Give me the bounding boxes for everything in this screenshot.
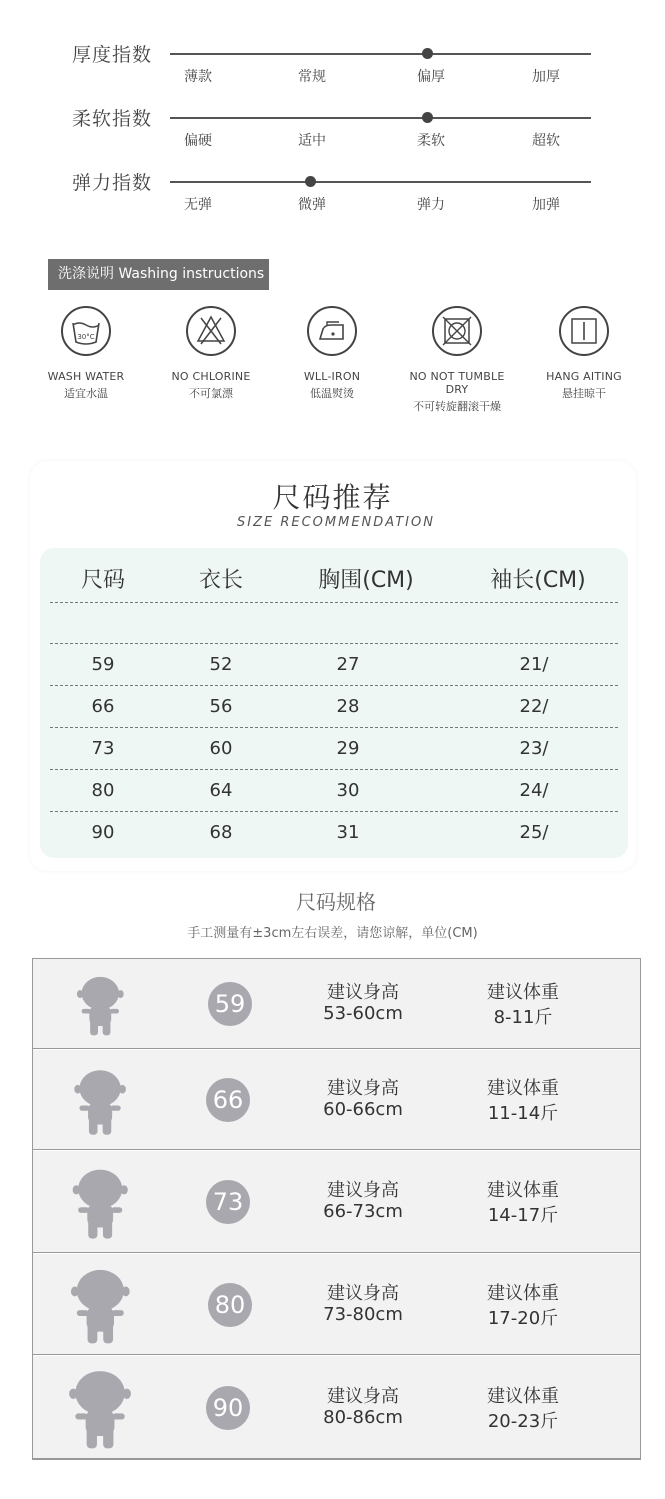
wash-item [151,306,271,401]
table-cell: 21/ [519,654,549,675]
scale-title: 柔软指数 [72,108,153,130]
svg-text:30°C: 30°C [77,333,95,341]
scale-labels [170,66,591,90]
table-cell: 28 [336,696,360,717]
table-cell: 64 [209,780,233,801]
wash-label-cn: 不可氯漂 [189,387,233,400]
table-divider [50,727,618,728]
baby-figure-icon [68,1165,132,1242]
table-cell: 27 [336,654,360,675]
table-divider [50,602,618,603]
height-value: 80-86cm [323,1406,403,1428]
scale-label: 微弹 [298,197,326,213]
baby-figure-icon [66,1265,135,1347]
hang-dry-icon [559,306,609,356]
height-value: 53-60cm [323,1003,403,1024]
table-cell: 68 [209,822,233,843]
scale-label: 偏硬 [184,133,212,149]
height-value: 60-66cm [323,1099,403,1120]
table-cell: 60 [209,738,233,759]
iron-icon [307,306,357,356]
scale-marker [305,176,316,187]
scale-label: 超软 [532,133,560,149]
scale-label: 无弹 [184,197,212,213]
scale-labels [170,194,591,218]
size-spec-title: 尺码规格 [296,890,376,914]
size-recommendation-subtitle: SIZE RECOMMENDATION [237,515,435,530]
baby-figure-icon [70,1066,130,1138]
size-badge: 59 [208,982,252,1026]
height-label: 建议身高 [327,1180,399,1201]
scale-marker [422,48,433,59]
table-cell: 80 [91,780,115,801]
scale-label: 柔软 [417,133,445,149]
height-label: 建议身高 [327,982,399,1003]
table-divider [50,769,618,770]
washing-instructions-tag: 洗涤说明 Washing instructions [48,259,269,290]
size-spec-note: 手工测量有±3cm左右误差，请您谅解，单位(CM) [187,926,478,941]
scale-label: 偏厚 [417,69,445,85]
wash-label-cn: 适宜水温 [64,387,108,400]
weight-value: 11-14斤 [487,1103,559,1124]
wash-label-en: HANG AITING [546,370,622,383]
weight-value: 17-20斤 [487,1307,559,1329]
table-divider [50,643,618,644]
table-divider [50,685,618,686]
wash-label-en: WLL-IRON [303,370,361,383]
table-cell: 31 [336,822,360,843]
scale-track [170,117,591,119]
table-header-cell: 袖长(CM) [490,568,586,593]
weight-label: 建议体重 [487,1180,559,1201]
wash-label-cn: 不可转旋翻滚干燥 [413,400,501,413]
scale-label: 薄款 [184,69,212,85]
table-cell: 24/ [519,780,549,801]
weight-label: 建议体重 [487,982,559,1003]
scale-marker [422,112,433,123]
table-cell: 25/ [519,822,549,843]
table-cell: 73 [91,738,115,759]
wash-item [524,306,644,401]
wash-label-en: WASH WATER [47,370,125,383]
scale-label: 加弹 [532,197,560,213]
weight-value: 8-11斤 [493,1007,553,1028]
table-cell: 90 [91,822,115,843]
size-badge: 90 [206,1386,250,1430]
scale-track [170,181,591,183]
scale-label: 常规 [298,69,326,85]
size-badge: 80 [208,1283,252,1327]
table-cell: 52 [209,654,233,675]
baby-figure-icon [64,1366,136,1453]
wash-label-cn: 悬挂晾干 [562,387,606,400]
scale-3 [0,168,665,228]
size-badge: 73 [206,1180,250,1224]
table-cell: 30 [336,780,360,801]
height-value: 73-80cm [323,1303,403,1325]
table-divider [50,811,618,812]
weight-value: 14-17斤 [487,1205,559,1226]
weight-label: 建议体重 [487,1078,559,1099]
wash-item [26,306,146,401]
table-cell: 29 [336,738,360,759]
scale-track [170,53,591,55]
scale-label: 加厚 [532,69,560,85]
scale-2 [0,104,665,164]
height-label: 建议身高 [327,1078,399,1099]
height-label: 建议身高 [327,1385,399,1407]
weight-value: 20-23斤 [487,1410,559,1432]
table-cell: 66 [91,696,115,717]
weight-label: 建议体重 [487,1282,559,1304]
table-cell: 59 [91,654,115,675]
wash-item [397,306,517,414]
no-chlorine-icon [186,306,236,356]
wash-label-cn: 低温熨烫 [310,387,354,400]
table-cell: 56 [209,696,233,717]
height-label: 建议身高 [327,1282,399,1304]
size-recommendation-title: 尺码推荐 [272,481,393,514]
table-header-cell: 尺码 [80,568,125,593]
table-cell: 22/ [519,696,549,717]
wash-item [272,306,392,401]
scale-label: 弹力 [417,197,445,213]
table-header-cell: 衣长 [198,568,243,593]
weight-label: 建议体重 [487,1385,559,1407]
wash-label-en: NO NOT TUMBLE DRY [409,370,505,396]
scale-title: 厚度指数 [72,44,153,66]
scale-1 [0,40,665,100]
scale-label: 适中 [298,133,326,149]
table-cell: 23/ [519,738,549,759]
height-value: 66-73cm [323,1201,403,1222]
scale-title: 弹力指数 [72,172,153,194]
wash-label-en: NO CHLORINE [171,370,251,383]
scale-labels [170,130,591,154]
wash-30-icon [61,306,111,356]
no-tumble-dry-icon [432,306,482,356]
size-badge: 66 [206,1078,250,1122]
table-header-cell: 胸围(CM) [318,568,414,593]
baby-figure-icon [73,973,128,1039]
